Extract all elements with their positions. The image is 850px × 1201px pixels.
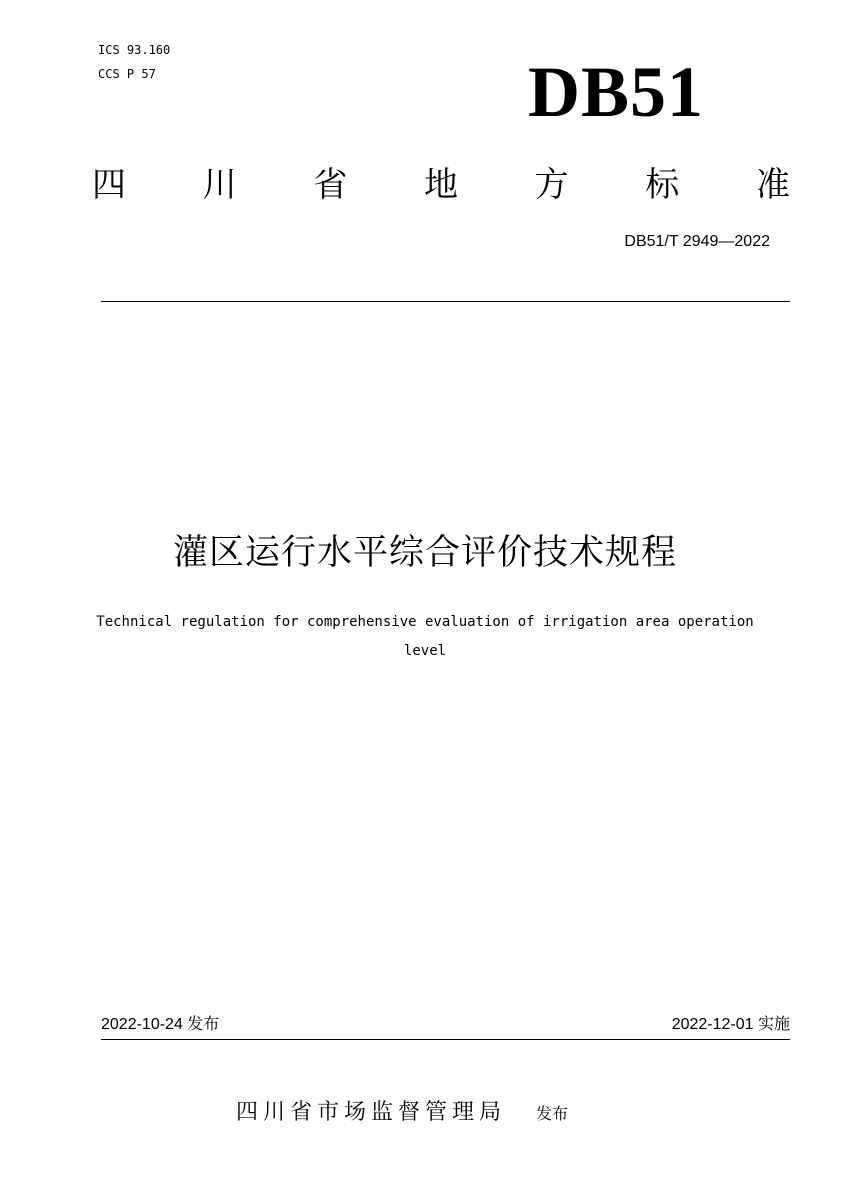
document-title-english: Technical regulation for comprehensive evaluation of irrigation area operation level [96, 614, 754, 659]
standard-type-char: 川 [202, 165, 237, 205]
standard-code-large: DB51 [528, 52, 705, 132]
top-divider [101, 301, 790, 302]
standard-type-heading [92, 160, 790, 210]
implementation-date: 2022-12-01 实施 [671, 1016, 790, 1033]
issuing-authority: 四川省市场监督管理局 [236, 1100, 507, 1125]
standard-type-char: 省 [313, 165, 348, 205]
document-title-chinese: 灌区运行水平综合评价技术规程 [172, 533, 677, 573]
issue-date: 2022-10-24 发布 [101, 1016, 220, 1033]
standard-type-char: 地 [423, 165, 458, 205]
ics-code: ICS 93.160 [98, 43, 171, 57]
standard-type-char: 方 [534, 165, 569, 205]
bottom-divider [101, 1039, 790, 1040]
issuer-block [236, 1096, 568, 1131]
issuing-label: 发布 [536, 1104, 569, 1123]
standard-type-char: 标 [645, 165, 680, 205]
standard-number: DB51/T 2949—2022 [624, 233, 770, 250]
standard-type-char: 准 [755, 165, 790, 205]
ccs-code: CCS P 57 [98, 67, 156, 81]
standard-type-char: 四 [92, 165, 126, 205]
